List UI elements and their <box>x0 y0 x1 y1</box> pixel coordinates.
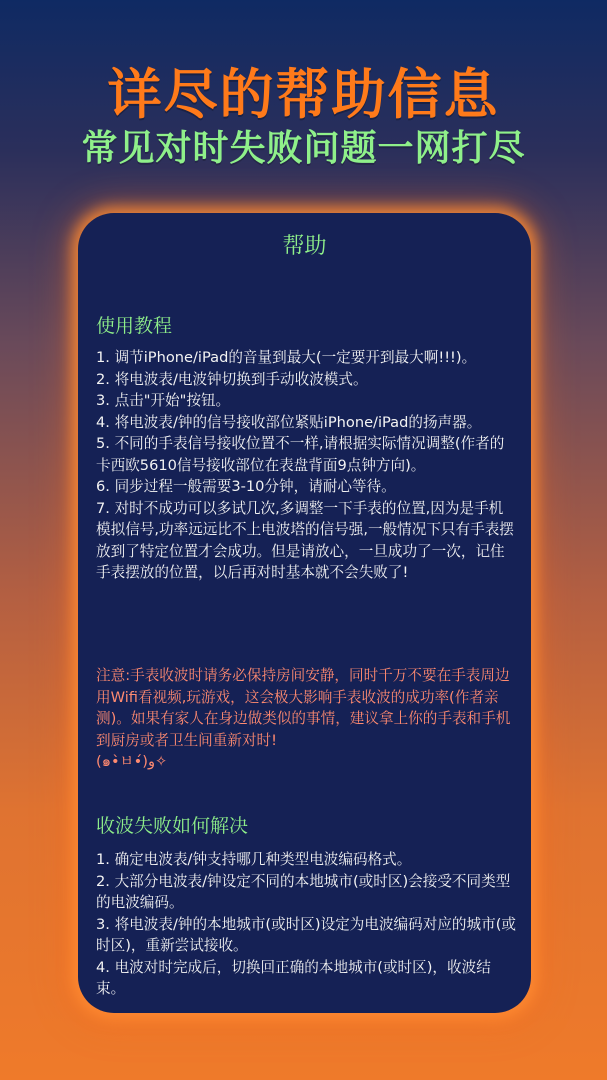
warning-note <box>96 665 517 773</box>
promo-subheadline: 常见对时失败问题一网打尽 <box>81 128 526 169</box>
tutorial-item: 1. 调节iPhone/iPad的音量到最大(一定要开到最大啊!!!)。 <box>96 349 477 366</box>
failure-item: 4. 电波对时完成后，切换回正确的本地城市(或时区)，收波结束。 <box>96 958 491 997</box>
tutorial-item: 3. 点击"开始"按钮。 <box>96 392 231 409</box>
tutorial-item: 6. 同步过程一般需要3-10分钟，请耐心等待。 <box>96 478 396 495</box>
tutorial-item: 7. 对时不成功可以多试几次,多调整一下手表的位置,因为是手机模拟信号,功率远远比不上电波塔的信号强,一般情况下只有手表摆放到了特定位置才会成功。但是请放心，一旦成功了一次，记住手表摆放的位置，以后再对时基本就不会失败了! <box>96 499 514 581</box>
tutorial-item: 2. 将电波表/电波钟切换到手动收波模式。 <box>96 370 368 388</box>
emoticon: (๑•̀ㅂ•́)و✧ <box>96 753 168 770</box>
promo-headline: 详尽的帮助信息 <box>107 63 500 126</box>
tutorial-item: 5. 不同的手表信号接收位置不一样,请根据实际情况调整(作者的卡西欧5610信号接收部位在表盘背面9点钟方向)。 <box>96 435 505 474</box>
failure-item: 3. 将电波表/钟的本地城市(或时区)设定为电波编码对应的城市(或时区)，重新尝试接收。 <box>96 915 517 954</box>
tutorial-item: 4. 将电波表/钟的信号接收部位紧贴iPhone/iPad的扬声器。 <box>96 413 482 431</box>
failure-item: 1. 确定电波表/钟支持哪几种类型电波编码格式。 <box>96 851 412 868</box>
failure-heading: 收波失败如何解决 <box>96 815 249 837</box>
tutorial-list <box>96 347 517 584</box>
help-card-title: 帮助 <box>282 234 327 259</box>
warning-note-text: 注意:手表收波时请务必保持房间安静，同时千万不要在手表周边用Wifi看视频,玩游戏，这会极大影响手表收波的成功率(作者亲测)。如果有家人在身边做类似的事情，建议拿上你的手表和手机到厨房或者卫生间重新对时! <box>96 667 511 749</box>
failure-list <box>96 849 517 1000</box>
failure-item: 2. 大部分电波表/钟设定不同的本地城市(或时区)会接受不同类型的电波编码。 <box>96 872 511 911</box>
tutorial-heading: 使用教程 <box>96 315 173 337</box>
help-card[interactable] <box>78 213 531 1013</box>
